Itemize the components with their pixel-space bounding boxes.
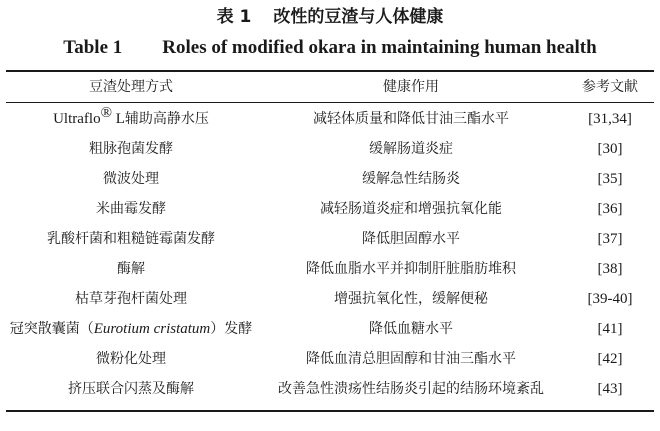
table-row [6,314,654,344]
table-row [6,104,654,134]
table-row [6,254,654,284]
row-effect: 缓解肠道炎症 [369,141,453,157]
table-row [6,134,654,164]
row-refs: [30] [597,141,623,157]
table-title-chinese [0,6,660,28]
row-effect: 降低血糖水平 [369,321,453,337]
row-refs: [42] [597,351,623,367]
row-refs: [36] [597,201,623,217]
registered-mark: ® [100,105,112,121]
row-method: 乳酸杆菌和粗糙链霉菌发酵 [47,231,215,247]
row-method: 微粉化处理 [96,351,166,367]
row-refs: [35] [597,171,623,187]
method-text: 辅助高静水压 [124,111,209,127]
row-method [6,104,256,134]
row-effect: 减轻体质量和降低甘油三酯水平 [313,111,509,127]
row-effect: 增强抗氧化性，缓解便秘 [334,291,488,307]
row-refs: [38] [597,261,623,277]
row-method: 酶解 [117,261,145,277]
row-refs: [37] [597,231,623,247]
row-method: 微波处理 [103,171,159,187]
row-effect: 减轻肠道炎症和增强抗氧化能 [320,201,502,217]
method-product-name: Ultraflo [53,111,101,127]
table-row [6,374,654,404]
table-bottom-rule [6,410,654,412]
header-method: 豆渣处理方式 [89,79,173,95]
method-text-start: 冠突散囊菌（ [9,321,94,337]
table-header-row [6,72,654,102]
row-method: 枯草芽孢杆菌处理 [75,291,187,307]
table-label-chinese: 表 1 [216,7,252,27]
row-effect: 降低胆固醇水平 [362,231,460,247]
row-refs: [39-40] [587,291,633,307]
table-title-chinese-text: 改性的豆渣与人体健康 [273,7,444,27]
row-effect: 降低血清总胆固醇和甘油三酯水平 [306,351,516,367]
row-effect: 降低血脂水平并抑制肝脏脂肪堆积 [306,261,516,277]
header-refs: 参考文献 [582,79,638,95]
species-name: Eurotium cristatum [93,321,211,337]
row-refs: [41] [597,321,623,337]
method-text-end: ）发酵 [210,321,253,337]
table-title-english-text: Roles of modified okara in maintaining human health [162,37,597,58]
row-refs: [31,34] [588,111,632,127]
method-product-suffix: L [111,111,125,127]
row-method [6,314,256,344]
row-effect: 改善急性溃疡性结肠炎引起的结肠环境紊乱 [278,381,544,397]
row-effect: 缓解急性结肠炎 [362,171,460,187]
header-effect: 健康作用 [383,79,439,95]
table-row [6,164,654,194]
table-row [6,284,654,314]
table-row [6,224,654,254]
row-method: 挤压联合闪蒸及酶解 [68,381,194,397]
row-refs: [43] [597,381,623,397]
table-row [6,344,654,374]
table-label-english: Table 1 [63,37,123,58]
row-method: 粗脉孢菌发酵 [89,141,173,157]
table-row [6,194,654,224]
row-method: 米曲霉发酵 [96,201,166,217]
table-title-english [0,36,660,60]
table-header-rule [6,102,654,103]
